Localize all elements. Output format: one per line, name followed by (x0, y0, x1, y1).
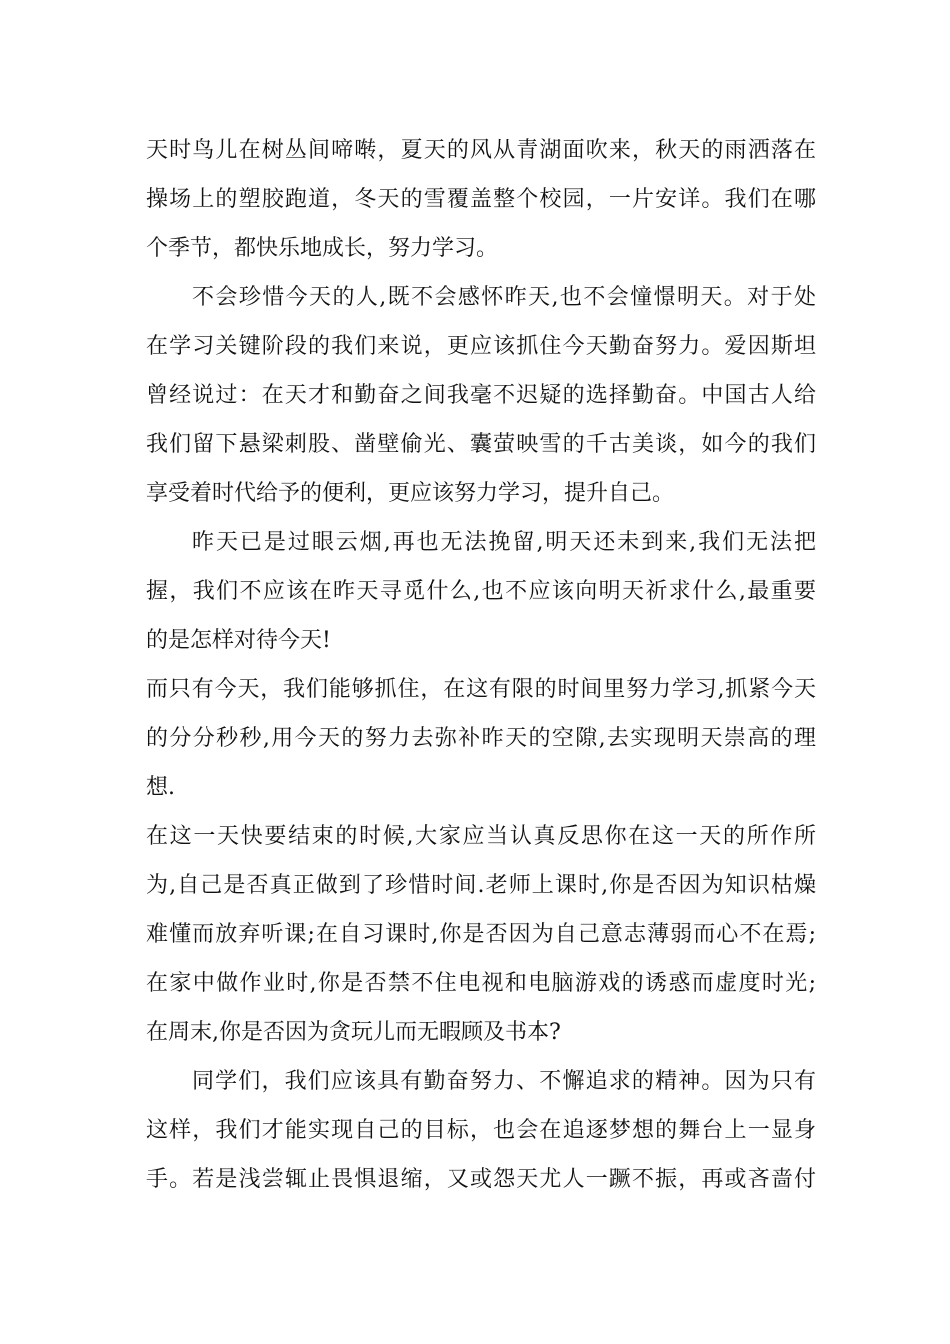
text-line: 而只有今天，我们能够抓住，在这有限的时间里努力学习,抓紧今天 (146, 677, 816, 702)
text-line: 的是怎样对待今天! (146, 628, 331, 653)
text-line: 想. (146, 775, 175, 800)
text-line: 个季节，都快乐地成长，努力学习。 (146, 236, 499, 261)
text-line: 天时鸟儿在树丛间啼啭，夏天的风从青湖面吹来，秋天的雨洒落在 (146, 138, 816, 163)
text-line: 我们留下悬梁刺股、凿壁偷光、囊萤映雪的千古美谈，如今的我们 (146, 432, 816, 457)
text-line: 曾经说过：在天才和勤奋之间我毫不迟疑的选择勤奋。中国古人给 (146, 383, 816, 408)
text-line: 手。若是浅尝辄止畏惧退缩，又或怨天尤人一蹶不振，再或吝啬付 (146, 1167, 816, 1192)
text-line: 享受着时代给予的便利，更应该努力学习，提升自己。 (146, 481, 675, 506)
text-line: 操场上的塑胶跑道，冬天的雪覆盖整个校园，一片安详。我们在哪 (146, 187, 816, 212)
text-line: 握，我们不应该在昨天寻觅什么,也不应该向明天祈求什么,最重要 (146, 579, 816, 604)
paragraph-first-line: 昨天已是过眼云烟,再也无法挽留,明天还未到来,我们无法把 (192, 530, 816, 555)
text-line: 难懂而放弃听课;在自习课时,你是否因为自己意志薄弱而心不在焉; (146, 922, 816, 947)
paragraph-first-line: 不会珍惜今天的人,既不会感怀昨天,也不会憧憬明天。对于处 (192, 285, 816, 310)
text-line: 的分分秒秒,用今天的努力去弥补昨天的空隙,去实现明天崇高的理 (146, 726, 816, 751)
text-line: 在周末,你是否因为贪玩儿而无暇顾及书本? (146, 1020, 561, 1045)
paragraph-first-line: 同学们，我们应该具有勤奋努力、不懈追求的精神。因为只有 (192, 1069, 816, 1094)
text-line: 在学习关键阶段的我们来说，更应该抓住今天勤奋努力。爱因斯坦 (146, 334, 816, 359)
text-line: 这样，我们才能实现自己的目标，也会在追逐梦想的舞台上一显身 (146, 1118, 816, 1143)
text-line: 在这一天快要结束的时候,大家应当认真反思你在这一天的所作所 (146, 824, 816, 849)
text-line: 在家中做作业时,你是否禁不住电视和电脑游戏的诱惑而虚度时光; (146, 971, 816, 996)
text-line: 为,自己是否真正做到了珍惜时间.老师上课时,你是否因为知识枯燥 (146, 873, 816, 898)
